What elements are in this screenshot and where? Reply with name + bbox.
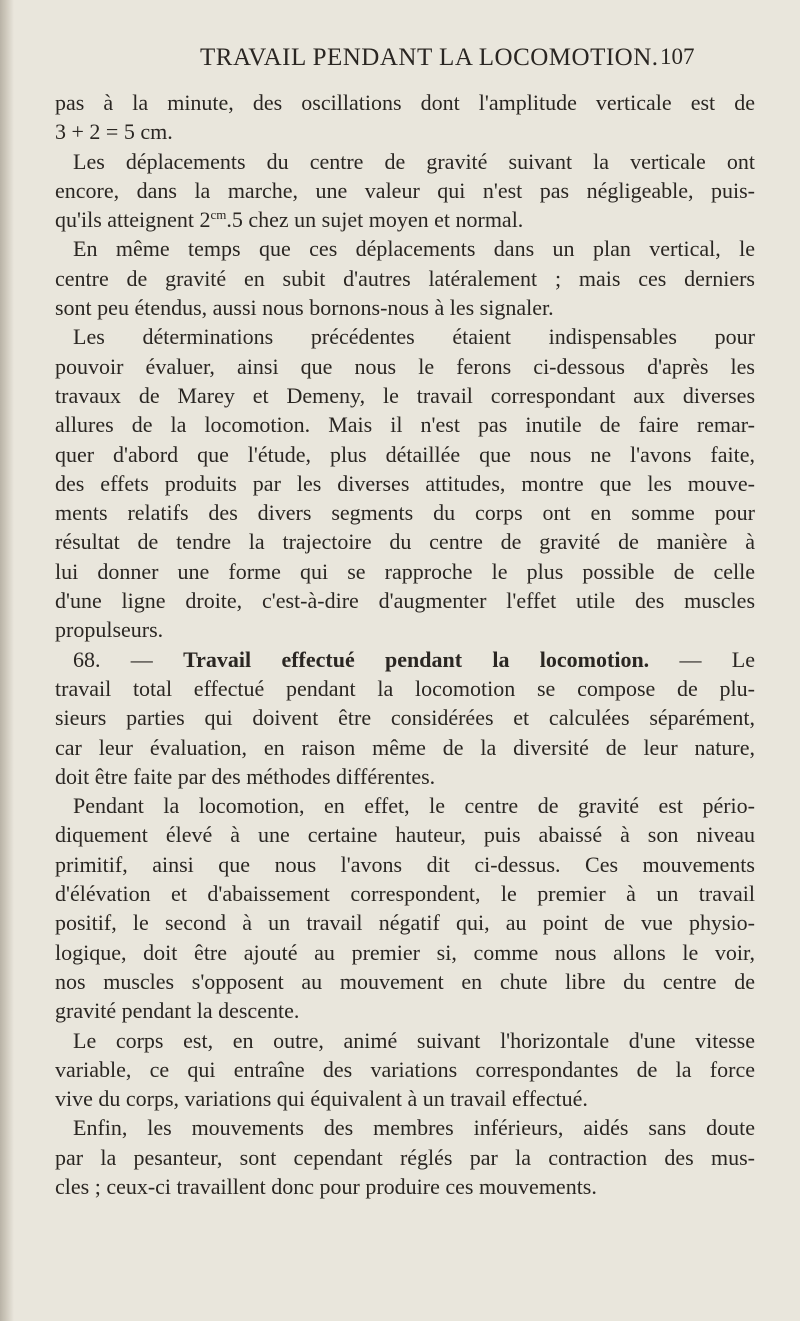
text-line: Enfin, les mouvements des membres inférieurs, aidés sans doute xyxy=(73,1115,755,1141)
text-line: encore, dans la marche, une valeur qui n'est pas négligeable, puis- xyxy=(55,177,755,203)
text-line: logique, doit être ajouté au premier si, comme nous allons le voir, xyxy=(55,939,755,965)
text-line: sont peu étendus, aussi nous bornons-nous à les signaler. xyxy=(55,295,554,321)
text-line: positif, le second à un travail négatif qui, au point de vue physio- xyxy=(55,910,755,936)
text-span: qu'ils atteignent 2 xyxy=(55,207,211,233)
text-line: primitif, ainsi que nous l'avons dit ci-dessus. Ces mouvements xyxy=(55,851,755,877)
section-number: 68. — xyxy=(73,646,153,672)
text-line: par la pesanteur, sont cependant réglés par la contraction des mus- xyxy=(55,1144,755,1170)
text-line: centre de gravité en subit d'autres latéralement ; mais ces derniers xyxy=(55,265,755,291)
text-line: d'une ligne droite, c'est-à-dire d'augmenter l'effet utile des muscles xyxy=(55,588,755,614)
text-line: pouvoir évaluer, ainsi que nous le ferons ci-dessous d'après les xyxy=(55,353,755,379)
text-line: des effets produits par les diverses attitudes, montre que les mouve- xyxy=(55,470,755,496)
text-line: lui donner une forme qui se rapproche le plus possible de celle xyxy=(55,558,755,584)
page-header xyxy=(0,44,800,80)
text-line: cles ; ceux-ci travaillent donc pour produire ces mouvements. xyxy=(55,1173,597,1199)
page-number: 107 xyxy=(660,44,695,69)
text-line: Pendant la locomotion, en effet, le centre de gravité est pério- xyxy=(73,793,755,819)
text-line: diquement élevé à une certaine hauteur, puis abaissé à son niveau xyxy=(55,822,755,848)
running-title: TRAVAIL PENDANT LA LOCOMOTION. xyxy=(200,44,659,71)
text-line: résultat de tendre la trajectoire du centre de gravité de manière à xyxy=(55,529,755,555)
text-line: variable, ce qui entraîne des variations correspondantes de la force xyxy=(55,1056,755,1082)
section-title: Travail effectué pendant la locomotion. xyxy=(183,646,650,672)
text-line: sieurs parties qui doivent être considérées et calculées séparément, xyxy=(55,705,755,731)
text-line xyxy=(55,205,755,234)
section-heading-line xyxy=(55,645,755,674)
text-span: — Le xyxy=(679,646,756,672)
text-line: Les déterminations précédentes étaient indispensables pour xyxy=(73,324,755,350)
superscript-unit: cm xyxy=(210,207,227,223)
text-line: pas à la minute, des oscillations dont l'amplitude verticale est de xyxy=(55,90,755,115)
text-line: d'élévation et d'abaissement correspondent, le premier à un travail xyxy=(55,881,755,907)
text-line: allures de la locomotion. Mais il n'est pas inutile de faire remar- xyxy=(55,412,755,438)
text-line: nos muscles s'opposent au mouvement en chute libre du centre de xyxy=(55,968,755,994)
text-line: vive du corps, variations qui équivalent à un travail effectué. xyxy=(55,1086,588,1112)
text-line: doit être faite par des méthodes différentes. xyxy=(55,763,436,789)
text-line: Le corps est, en outre, animé suivant l'horizontale d'une vitesse xyxy=(73,1027,755,1053)
text-line: Les déplacements du centre de gravité suivant la verticale ont xyxy=(73,148,755,174)
text-line: 3 + 2 = 5 cm. xyxy=(55,119,173,145)
text-line: En même temps que ces déplacements dans un plan vertical, le xyxy=(73,236,755,262)
text-line: quer d'abord que l'étude, plus détaillée que nous ne l'avons faite, xyxy=(55,441,755,467)
text-line: gravité pendant la descente. xyxy=(55,998,300,1024)
text-line: travail total effectué pendant la locomotion se compose de plu- xyxy=(55,675,755,701)
text-line: ments relatifs des divers segments du corps ont en somme pour xyxy=(55,500,755,526)
text-line: propulseurs. xyxy=(55,617,164,643)
text-line: car leur évaluation, en raison même de la diversité de leur nature, xyxy=(55,734,755,760)
page-binding-edge xyxy=(0,0,14,1321)
text-line: travaux de Marey et Demeny, le travail correspondant aux diverses xyxy=(55,382,755,408)
text-span: .5 chez un sujet moyen et normal. xyxy=(226,207,524,233)
body-text xyxy=(55,88,755,1201)
